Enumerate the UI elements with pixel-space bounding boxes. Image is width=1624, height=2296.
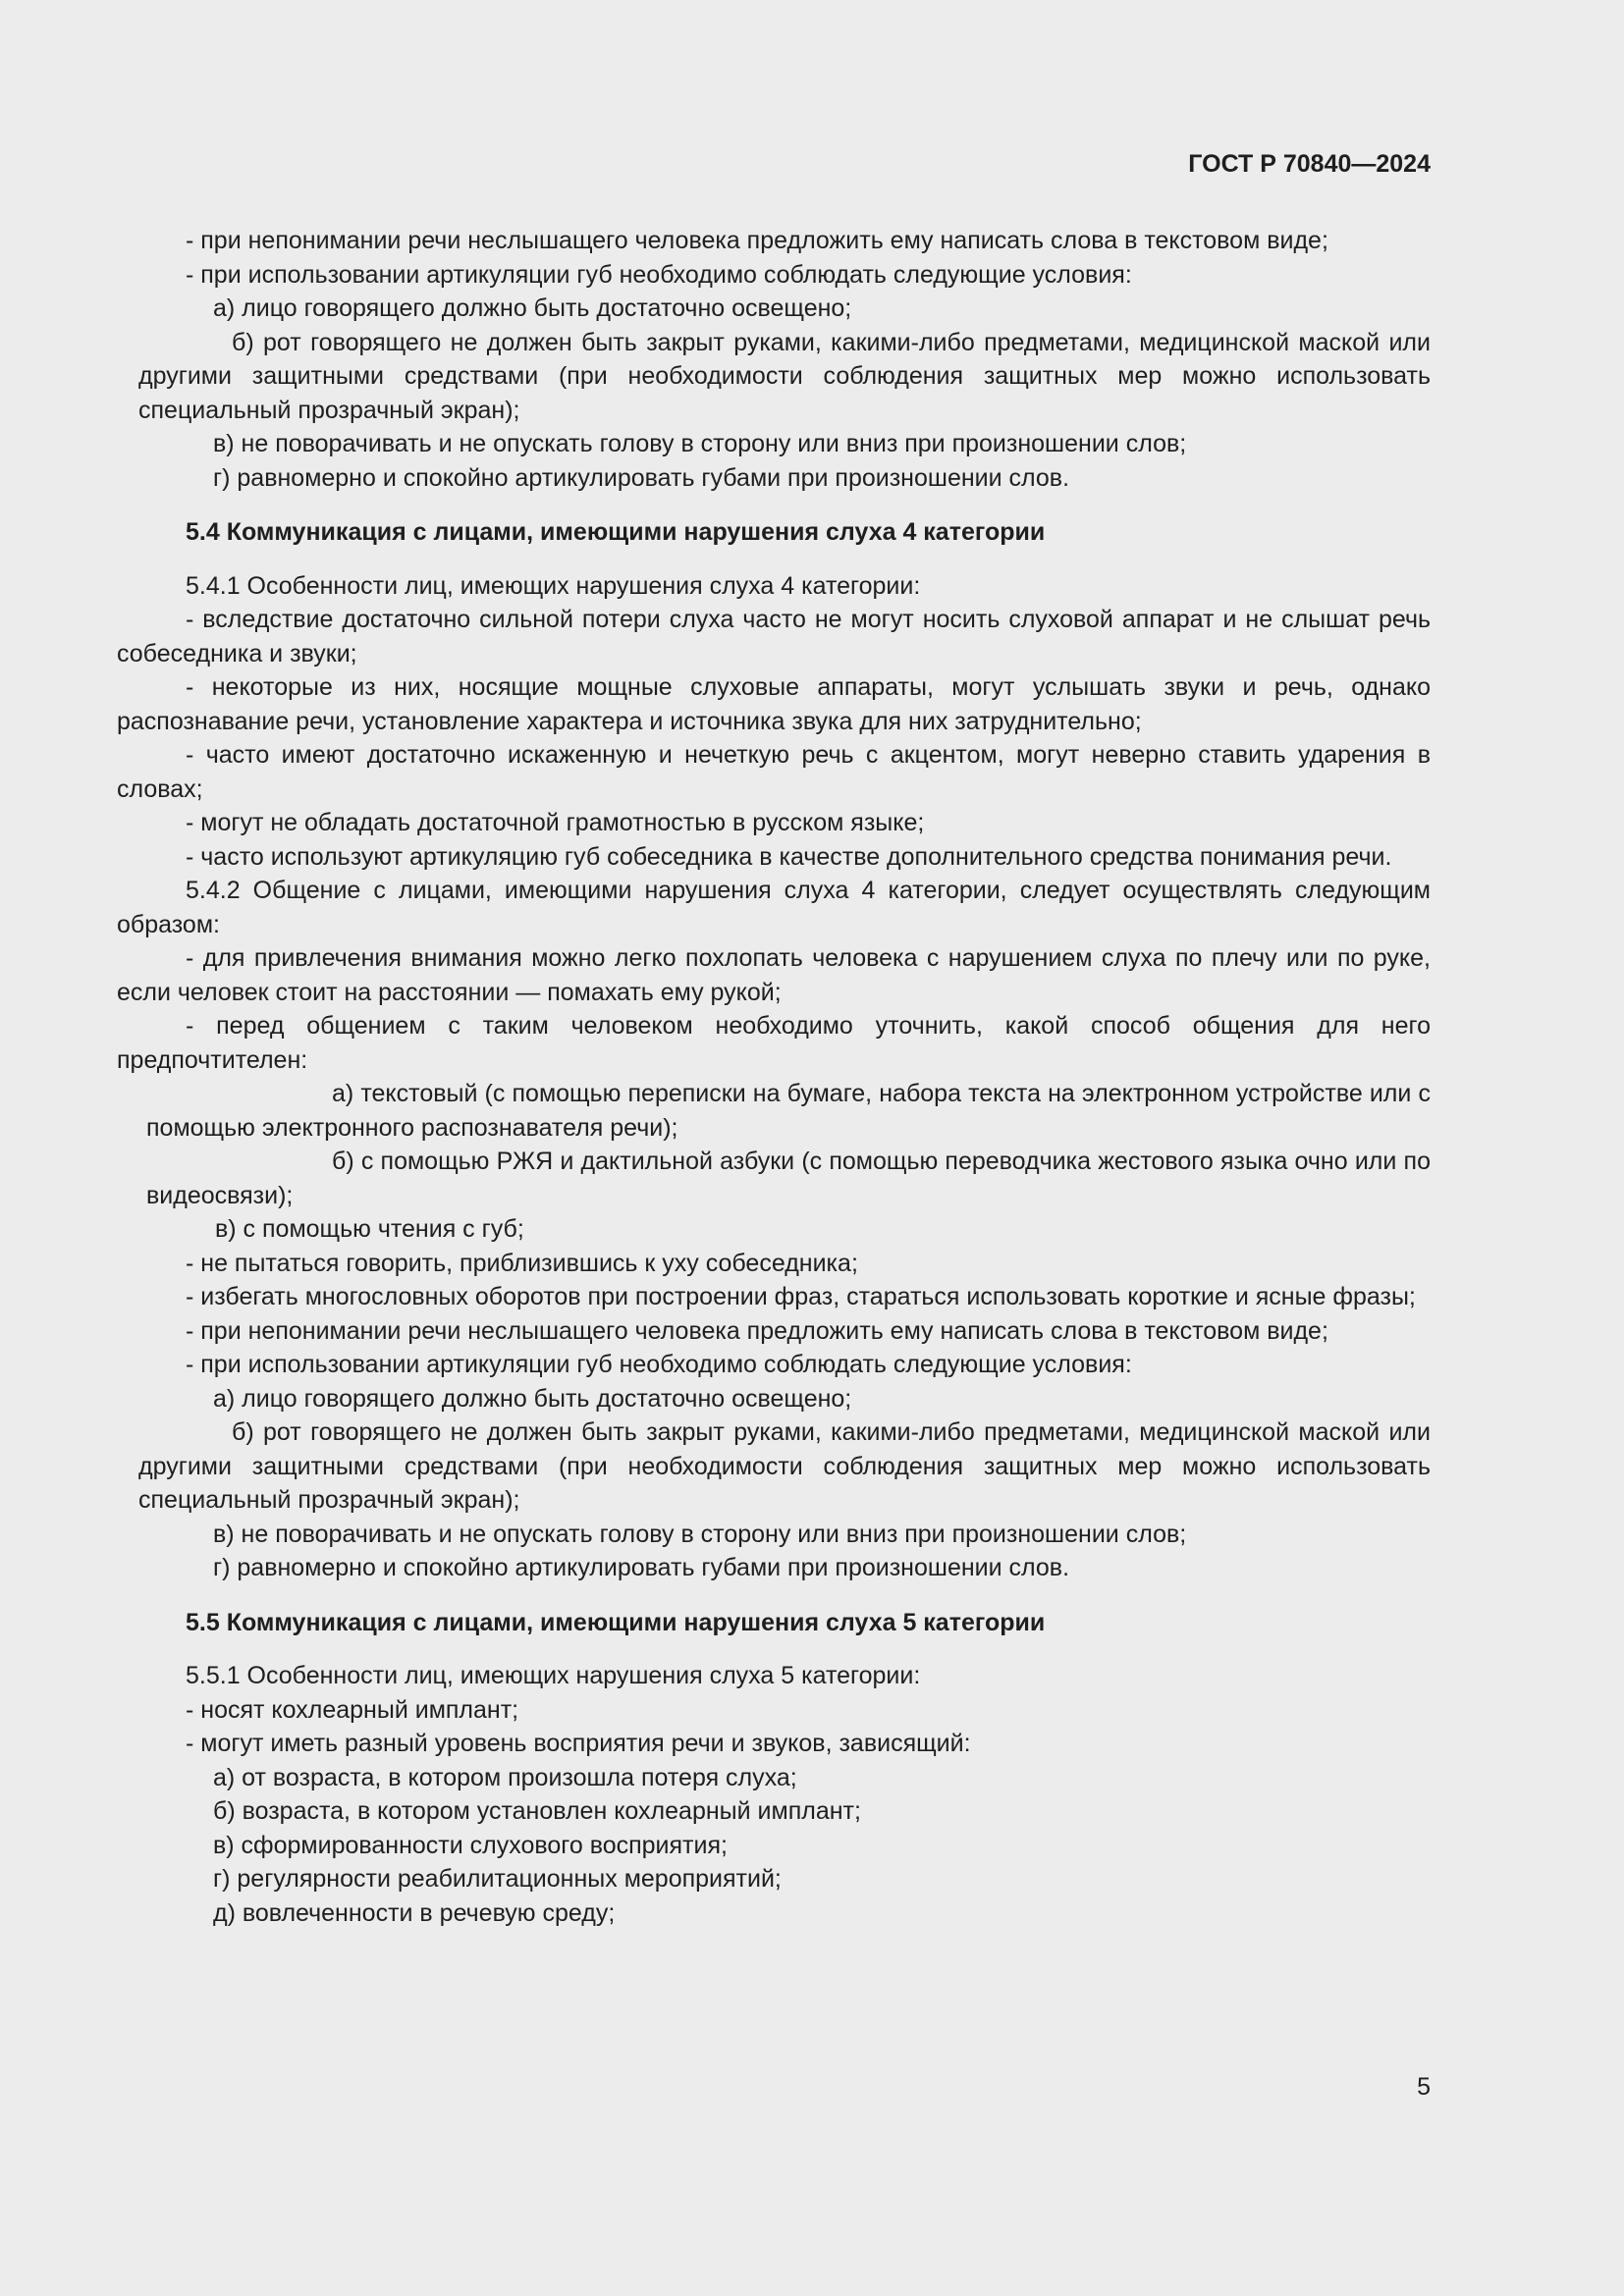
list-subitem: в) с помощью чтения с губ;	[215, 1215, 524, 1243]
list-item: - не пытаться говорить, приблизившись к уху собеседника;	[186, 1249, 858, 1277]
section-heading: 5.5 Коммуникация с лицами, имеющими нарушения слуха 5 категории	[186, 1608, 1046, 1636]
clause: 5.4.2 Общение с лицами, имеющими нарушения слуха 4 категории, следует осуществлять следующим образом:	[117, 877, 1431, 938]
list-item: - при непонимании речи неслышащего человека предложить ему написать слова в текстовом виде;	[186, 227, 1328, 254]
list-item: - при использовании артикуляции губ необходимо соблюдать следующие условия:	[186, 260, 1132, 289]
list-item: - часто используют артикуляцию губ собеседника в качестве дополнительного средства понимания речи.	[186, 842, 1392, 871]
list-subitem: б) с помощью РЖЯ и дактильной азбуки (с помощью переводчика жестового языка очно или по видеосвязи);	[146, 1148, 1431, 1209]
list-subitem: а) лицо говорящего должно быть достаточно освещено;	[213, 294, 852, 322]
page-number: 5	[1417, 2073, 1431, 2101]
list-subitem: б) рот говорящего не должен быть закрыт руками, какими-либо предметами, медицинской маской или другими защитными средствами (при необходимости соблюдения защитных мер можно использовать специальный прозрачный экран);	[138, 328, 1431, 424]
list-item: - при непонимании речи неслышащего человека предложить ему написать слова в текстовом виде;	[186, 1316, 1328, 1345]
list-item: - носят кохлеарный имплант;	[186, 1695, 519, 1724]
section-heading: 5.4 Коммуникация с лицами, имеющими нарушения слуха 4 категории	[186, 518, 1046, 546]
list-subitem: д) вовлеченности в речевую среду;	[213, 1898, 616, 1927]
list-item: - часто имеют достаточно искаженную и нечеткую речь с акцентом, могут неверно ставить ударения в словах;	[117, 741, 1431, 803]
list-subitem: в) не поворачивать и не опускать голову в сторону или вниз при произношении слов;	[213, 430, 1187, 457]
page-body	[117, 224, 1431, 1930]
clause: 5.5.1 Особенности лиц, имеющих нарушения слуха 5 категории:	[186, 1662, 921, 1689]
list-subitem: г) равномерно и спокойно артикулировать губами при произношении слов.	[213, 463, 1070, 492]
list-subitem: г) регулярности реабилитационных мероприятий;	[213, 1865, 782, 1893]
list-subitem: г) равномерно и спокойно артикулировать губами при произношении слов.	[213, 1554, 1070, 1581]
list-item: - вследствие достаточно сильной потери слуха часто не могут носить слуховой аппарат и не слышат речь собеседника и звуки;	[117, 606, 1431, 667]
list-subitem: в) не поворачивать и не опускать голову в сторону или вниз при произношении слов;	[213, 1520, 1187, 1548]
list-item: - некоторые из них, носящие мощные слуховые аппараты, могут услышать звуки и речь, однако распознавание речи, установление характера и источника звука для них затруднительно;	[117, 673, 1431, 735]
list-item: - могут не обладать достаточной грамотностью в русском языке;	[186, 809, 925, 836]
clause: 5.4.1 Особенности лиц, имеющих нарушения слуха 4 категории:	[186, 571, 921, 600]
list-subitem: в) сформированности слухового восприятия;	[213, 1831, 728, 1859]
list-subitem: б) возраста, в котором установлен кохлеарный имплант;	[213, 1797, 861, 1825]
list-item: - избегать многословных оборотов при построении фраз, стараться использовать короткие и ясные фразы;	[186, 1283, 1416, 1310]
list-item: - перед общением с таким человеком необходимо уточнить, какой способ общения для него предпочтителен:	[117, 1012, 1431, 1074]
list-item: - при использовании артикуляции губ необходимо соблюдать следующие условия:	[186, 1351, 1132, 1378]
list-subitem: а) текстовый (с помощью переписки на бумаге, набора текста на электронном устройстве или с помощью электронного распознавателя речи);	[146, 1080, 1431, 1142]
list-item: - для привлечения внимания можно легко похлопать человека с нарушением слуха по плечу или по руке, если человек стоит на расстоянии — помахать ему рукой;	[117, 944, 1431, 1006]
list-subitem: а) от возраста, в котором произошла потеря слуха;	[213, 1763, 797, 1791]
list-subitem: б) рот говорящего не должен быть закрыт руками, какими-либо предметами, медицинской маской или другими защитными средствами (при необходимости соблюдения защитных мер можно использовать специальный прозрачный экран);	[138, 1418, 1431, 1514]
document-id: ГОСТ Р 70840—2024	[1188, 150, 1431, 178]
list-subitem: а) лицо говорящего должно быть достаточно освещено;	[213, 1384, 852, 1413]
list-item: - могут иметь разный уровень восприятия речи и звуков, зависящий:	[186, 1730, 971, 1757]
